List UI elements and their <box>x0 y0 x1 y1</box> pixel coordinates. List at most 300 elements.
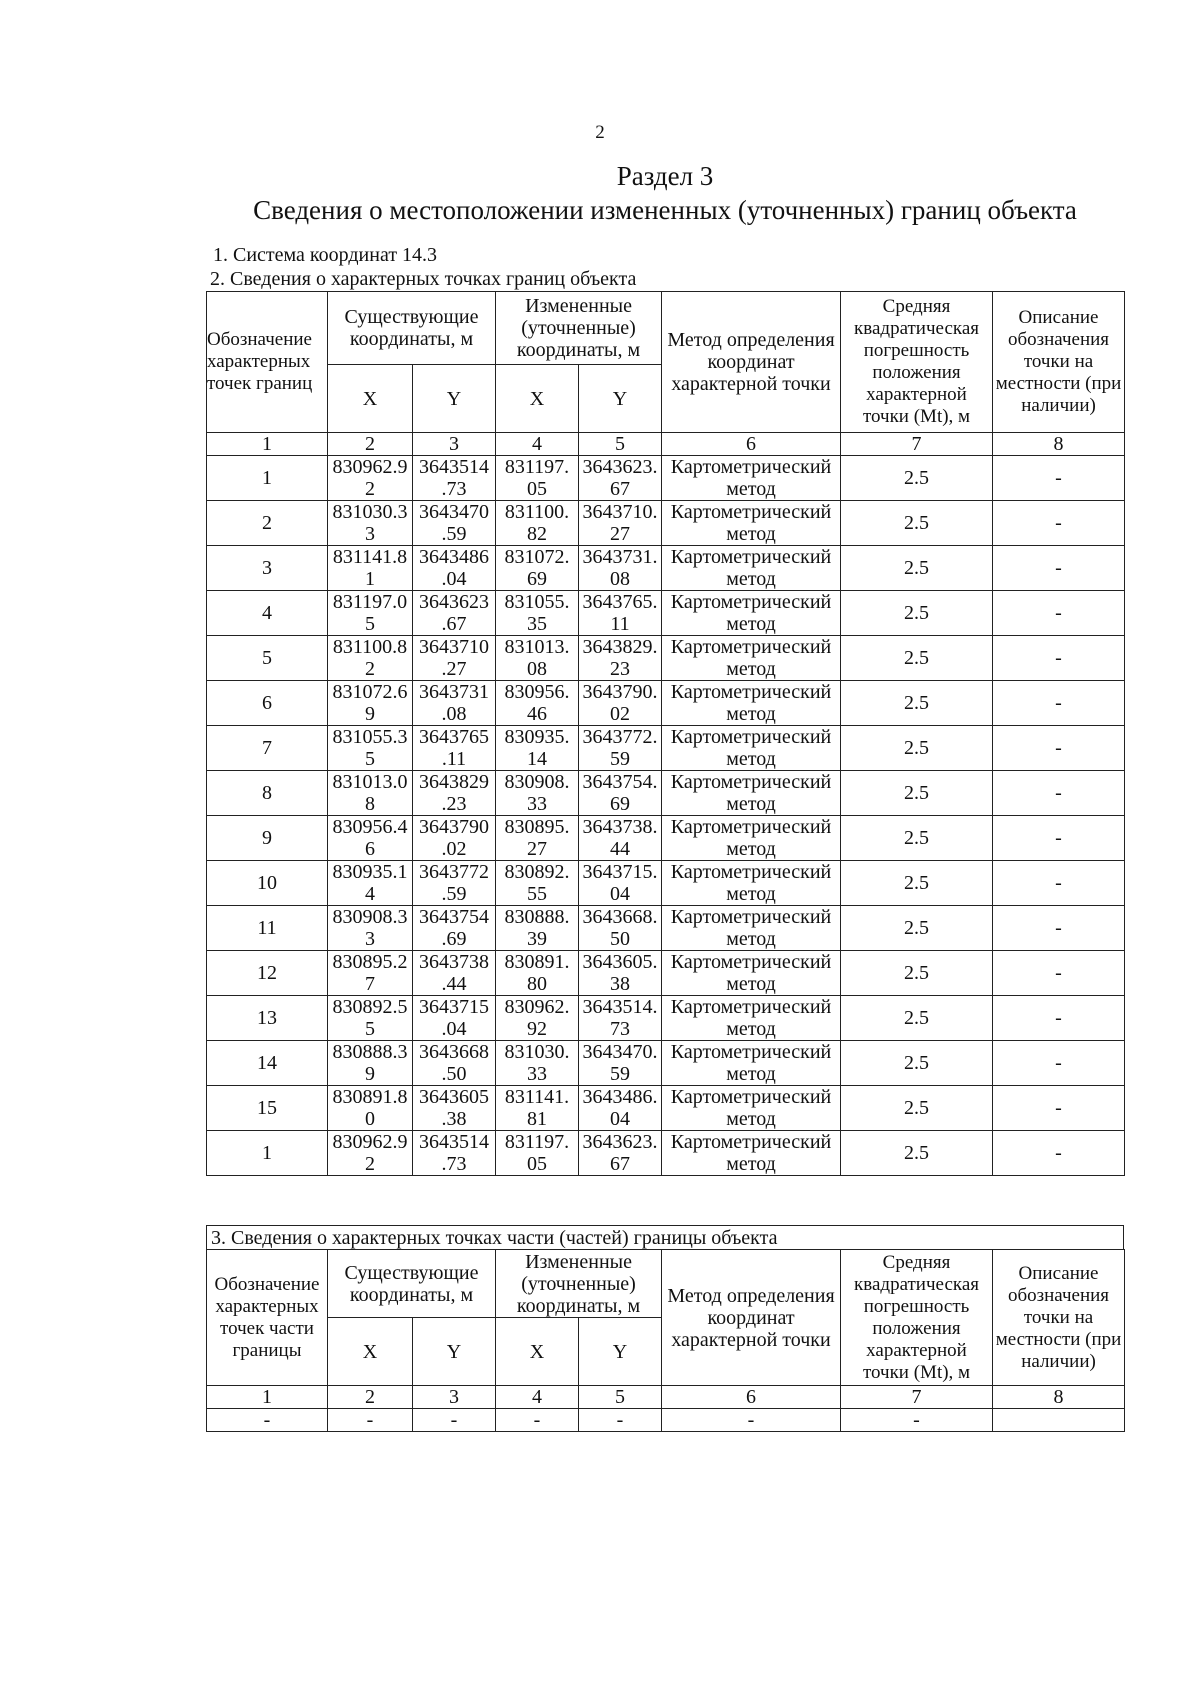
existing-x-line: 830895.2 <box>332 951 408 973</box>
changed-y <box>579 1086 662 1131</box>
method <box>662 591 841 636</box>
method-line: метод <box>726 478 776 500</box>
existing-y-line: .04 <box>441 1018 467 1040</box>
method-line: Картометрический <box>670 861 832 883</box>
point-number: 8 <box>207 771 328 816</box>
point-number: 11 <box>207 906 328 951</box>
method-line: Картометрический <box>670 1131 832 1153</box>
column-number: 7 <box>841 1386 993 1409</box>
header-description: Описание обозначения точки на местности (при наличии) <box>993 1250 1125 1386</box>
existing-y-line: .50 <box>441 1063 467 1085</box>
method <box>662 861 841 906</box>
coordinate-system-label: 1. Система координат 14.3 <box>213 244 438 266</box>
existing-y-line: .02 <box>441 838 467 860</box>
changed-x-line: 08 <box>527 658 548 680</box>
changed-y-line: 3643715. <box>582 861 658 883</box>
existing-y <box>413 816 496 861</box>
changed-x <box>496 636 579 681</box>
table-row <box>207 726 1125 771</box>
existing-y-line: 3643514 <box>419 1131 489 1153</box>
changed-y-line: 3643772. <box>582 726 658 748</box>
table-row <box>207 681 1125 726</box>
point-number: 9 <box>207 816 328 861</box>
method-line: метод <box>726 748 776 770</box>
point-number: 5 <box>207 636 328 681</box>
method-line: Картометрический <box>670 726 832 748</box>
changed-y-line: 59 <box>610 1063 631 1085</box>
method-line: Картометрический <box>670 681 832 703</box>
boundary-points-table <box>206 291 1125 1176</box>
point-description: - <box>993 636 1125 681</box>
existing-x <box>328 906 413 951</box>
changed-y-line: 3643710. <box>582 501 658 523</box>
point-number: 15 <box>207 1086 328 1131</box>
existing-x-line: 1 <box>365 568 375 590</box>
method-line: Картометрический <box>670 1086 832 1108</box>
changed-x-line: 39 <box>527 928 548 950</box>
changed-x-line: 830895. <box>504 816 570 838</box>
changed-y-line: 02 <box>610 703 631 725</box>
section-subtitle: Сведения о местоположении измененных (уточненных) границ объекта <box>253 195 1077 225</box>
table-row <box>207 501 1125 546</box>
changed-x <box>496 1086 579 1131</box>
header-changed-coords: Измененные (уточненные) координаты, м <box>496 1250 662 1318</box>
changed-y <box>579 771 662 816</box>
point-number: 3 <box>207 546 328 591</box>
point-description: - <box>993 1041 1125 1086</box>
existing-x-line: 830892.5 <box>332 996 408 1018</box>
method-line: метод <box>726 838 776 860</box>
changed-y <box>579 546 662 591</box>
empty-cell: - <box>579 1409 662 1432</box>
changed-y-line: 3643605. <box>582 951 658 973</box>
point-number: 13 <box>207 996 328 1041</box>
changed-y <box>579 816 662 861</box>
existing-y <box>413 1041 496 1086</box>
method-line: Картометрический <box>670 501 832 523</box>
empty-cell: - <box>662 1409 841 1432</box>
empty-cell: - <box>841 1409 993 1432</box>
existing-y-line: 3643754 <box>419 906 489 928</box>
method-line: Картометрический <box>670 906 832 928</box>
changed-x <box>496 546 579 591</box>
point-number: 14 <box>207 1041 328 1086</box>
method-line: метод <box>726 1063 776 1085</box>
existing-x-line: 9 <box>365 1063 375 1085</box>
changed-x-line: 830962. <box>504 996 570 1018</box>
table-row <box>207 1041 1125 1086</box>
point-number: 2 <box>207 501 328 546</box>
existing-x-line: 831013.0 <box>332 771 408 793</box>
column-number: 2 <box>328 1386 413 1409</box>
mean-error: 2.5 <box>841 951 993 996</box>
existing-x-line: 831100.8 <box>332 636 408 658</box>
header-existing-y: Y <box>413 1318 496 1386</box>
method <box>662 546 841 591</box>
point-description: - <box>993 996 1125 1041</box>
point-description: - <box>993 951 1125 996</box>
existing-x-line: 830888.3 <box>332 1041 408 1063</box>
changed-x <box>496 456 579 501</box>
existing-y <box>413 861 496 906</box>
changed-x-line: 830891. <box>504 951 570 973</box>
existing-x-line: 830908.3 <box>332 906 408 928</box>
existing-x <box>328 636 413 681</box>
mean-error: 2.5 <box>841 1131 993 1176</box>
existing-y-line: 3643790 <box>419 816 489 838</box>
mean-error: 2.5 <box>841 456 993 501</box>
changed-x <box>496 591 579 636</box>
changed-x-line: 81 <box>527 1108 548 1130</box>
changed-y <box>579 996 662 1041</box>
changed-y-line: 23 <box>610 658 631 680</box>
changed-y-line: 73 <box>610 1018 631 1040</box>
changed-x-line: 14 <box>527 748 548 770</box>
existing-y <box>413 1086 496 1131</box>
changed-y-line: 11 <box>610 613 630 635</box>
existing-x-line: 830956.4 <box>332 816 408 838</box>
method-line: Картометрический <box>670 1041 832 1063</box>
method <box>662 816 841 861</box>
changed-y-line: 3643623. <box>582 1131 658 1153</box>
existing-x-line: 831030.3 <box>332 501 408 523</box>
changed-x-line: 46 <box>527 703 548 725</box>
existing-y-line: 3643731 <box>419 681 489 703</box>
existing-y <box>413 726 496 771</box>
point-number: 4 <box>207 591 328 636</box>
changed-x <box>496 1131 579 1176</box>
changed-x-line: 27 <box>527 838 548 860</box>
method <box>662 996 841 1041</box>
header-changed-x: X <box>496 1318 579 1386</box>
existing-x <box>328 771 413 816</box>
table-row <box>207 906 1125 951</box>
method-line: метод <box>726 1018 776 1040</box>
method <box>662 501 841 546</box>
existing-y-line: 3643829 <box>419 771 489 793</box>
changed-x-line: 830935. <box>504 726 570 748</box>
method-line: метод <box>726 973 776 995</box>
changed-x-line: 69 <box>527 568 548 590</box>
header-designation: Обозначение характерных точек границ <box>207 292 328 433</box>
changed-x-line: 831030. <box>504 1041 570 1063</box>
point-description: - <box>993 591 1125 636</box>
method <box>662 1041 841 1086</box>
column-number: 5 <box>579 1386 662 1409</box>
changed-y <box>579 1041 662 1086</box>
changed-y-line: 3643731. <box>582 546 658 568</box>
existing-y-line: .73 <box>441 478 467 500</box>
column-number: 6 <box>662 1386 841 1409</box>
existing-x <box>328 546 413 591</box>
existing-x-line: 830891.8 <box>332 1086 408 1108</box>
changed-x-line: 831197. <box>504 1131 570 1153</box>
mean-error: 2.5 <box>841 861 993 906</box>
column-number: 5 <box>579 433 662 456</box>
method <box>662 456 841 501</box>
changed-y <box>579 861 662 906</box>
existing-y <box>413 591 496 636</box>
method-line: Картометрический <box>670 591 832 613</box>
existing-y <box>413 906 496 951</box>
part-points-table <box>206 1249 1125 1432</box>
existing-y <box>413 996 496 1041</box>
changed-x <box>496 861 579 906</box>
point-description: - <box>993 726 1125 771</box>
header-changed-y: Y <box>579 365 662 433</box>
changed-x-line: 831141. <box>504 1086 570 1108</box>
mean-error: 2.5 <box>841 771 993 816</box>
existing-y <box>413 771 496 816</box>
page-number: 2 <box>595 122 605 143</box>
existing-y <box>413 951 496 996</box>
existing-x-line: 8 <box>365 793 375 815</box>
existing-y-line: .23 <box>441 793 467 815</box>
point-number: 7 <box>207 726 328 771</box>
existing-x <box>328 1086 413 1131</box>
changed-x-line: 55 <box>527 883 548 905</box>
existing-x-line: 2 <box>365 658 375 680</box>
changed-y <box>579 681 662 726</box>
method-line: метод <box>726 1108 776 1130</box>
empty-cell: - <box>496 1409 579 1432</box>
changed-y-line: 69 <box>610 793 631 815</box>
method-line: метод <box>726 1153 776 1175</box>
header-existing-coords: Существующие координаты, м <box>328 1250 496 1318</box>
header-existing-x: X <box>328 365 413 433</box>
point-number: 6 <box>207 681 328 726</box>
changed-y-line: 59 <box>610 748 631 770</box>
method-line: метод <box>726 658 776 680</box>
column-number: 8 <box>993 1386 1125 1409</box>
changed-x-line: 830892. <box>504 861 570 883</box>
mean-error: 2.5 <box>841 501 993 546</box>
changed-x <box>496 771 579 816</box>
existing-y <box>413 546 496 591</box>
existing-y-line: .44 <box>441 973 467 995</box>
table-row <box>207 771 1125 816</box>
changed-x <box>496 501 579 546</box>
column-number: 3 <box>413 1386 496 1409</box>
header-designation: Обозначение характерных точек части границы <box>207 1250 328 1386</box>
header-changed-x: X <box>496 365 579 433</box>
point-description: - <box>993 456 1125 501</box>
method-line: Картометрический <box>670 636 832 658</box>
table-row <box>207 816 1125 861</box>
point-description: - <box>993 681 1125 726</box>
method <box>662 1131 841 1176</box>
existing-y-line: .08 <box>441 703 467 725</box>
existing-x-line: 830935.1 <box>332 861 408 883</box>
changed-x-line: 831072. <box>504 546 570 568</box>
mean-error: 2.5 <box>841 546 993 591</box>
point-description: - <box>993 1086 1125 1131</box>
existing-y <box>413 456 496 501</box>
existing-y-line: .59 <box>441 523 467 545</box>
point-number: 1 <box>207 456 328 501</box>
header-existing-y: Y <box>413 365 496 433</box>
table-row <box>207 1086 1125 1131</box>
existing-x <box>328 726 413 771</box>
method-line: метод <box>726 523 776 545</box>
table-row <box>207 546 1125 591</box>
changed-x-line: 831100. <box>504 501 570 523</box>
existing-x-line: 831197.0 <box>332 591 408 613</box>
column-number: 7 <box>841 433 993 456</box>
point-description: - <box>993 816 1125 861</box>
changed-x-line: 92 <box>527 1018 548 1040</box>
method-line: метод <box>726 613 776 635</box>
changed-y-line: 27 <box>610 523 631 545</box>
method <box>662 906 841 951</box>
changed-y-line: 67 <box>610 1153 631 1175</box>
existing-x-line: 5 <box>365 748 375 770</box>
point-number: 1 <box>207 1131 328 1176</box>
table-row <box>207 591 1125 636</box>
mean-error: 2.5 <box>841 636 993 681</box>
column-number: 4 <box>496 433 579 456</box>
mean-error: 2.5 <box>841 906 993 951</box>
existing-x-line: 831055.3 <box>332 726 408 748</box>
empty-cell: - <box>328 1409 413 1432</box>
point-number: 10 <box>207 861 328 906</box>
existing-y-line: .59 <box>441 883 467 905</box>
changed-y <box>579 906 662 951</box>
existing-x <box>328 456 413 501</box>
changed-x <box>496 1041 579 1086</box>
method-line: Картометрический <box>670 546 832 568</box>
changed-y-line: 04 <box>610 883 631 905</box>
header-error: Средняя квадратическая погрешность положения характерной точки (Mt), м <box>841 1250 993 1386</box>
existing-y-line: .73 <box>441 1153 467 1175</box>
changed-y-line: 3643754. <box>582 771 658 793</box>
column-number: 1 <box>207 1386 328 1409</box>
empty-cell: - <box>413 1409 496 1432</box>
mean-error: 2.5 <box>841 996 993 1041</box>
changed-y-line: 3643623. <box>582 456 658 478</box>
changed-x-line: 831055. <box>504 591 570 613</box>
table-row <box>207 861 1125 906</box>
point-description: - <box>993 546 1125 591</box>
method-line: Картометрический <box>670 996 832 1018</box>
point-description: - <box>993 861 1125 906</box>
changed-y <box>579 456 662 501</box>
header-changed-coords: Измененные (уточненные) координаты, м <box>496 292 662 365</box>
changed-y-line: 3643790. <box>582 681 658 703</box>
table-row <box>207 636 1125 681</box>
changed-y-line: 08 <box>610 568 631 590</box>
changed-y-line: 3643486. <box>582 1086 658 1108</box>
method-line: Картометрический <box>670 951 832 973</box>
mean-error: 2.5 <box>841 816 993 861</box>
changed-x-line: 33 <box>527 793 548 815</box>
changed-x <box>496 726 579 771</box>
existing-x <box>328 591 413 636</box>
existing-x <box>328 501 413 546</box>
existing-x <box>328 951 413 996</box>
changed-x-line: 830888. <box>504 906 570 928</box>
method <box>662 951 841 996</box>
table-row <box>207 1131 1125 1176</box>
changed-x <box>496 906 579 951</box>
column-number: 1 <box>207 433 328 456</box>
existing-y-line: 3643514 <box>419 456 489 478</box>
existing-y-line: .69 <box>441 928 467 950</box>
existing-y-line: 3643486 <box>419 546 489 568</box>
points-caption: 2. Сведения о характерных точках границ объекта <box>210 268 637 290</box>
existing-x-line: 3 <box>365 928 375 950</box>
mean-error: 2.5 <box>841 681 993 726</box>
existing-y-line: 3643605 <box>419 1086 489 1108</box>
changed-x <box>496 816 579 861</box>
existing-x-line: 7 <box>365 973 375 995</box>
changed-x-line: 05 <box>527 1153 548 1175</box>
header-method: Метод определения координат характерной точки <box>662 1250 841 1386</box>
mean-error: 2.5 <box>841 591 993 636</box>
header-error: Средняя квадратическая погрешность положения характерной точки (Mt), м <box>841 292 993 433</box>
point-number: 12 <box>207 951 328 996</box>
changed-y-line: 50 <box>610 928 631 950</box>
changed-x <box>496 951 579 996</box>
changed-x-line: 35 <box>527 613 548 635</box>
existing-x <box>328 681 413 726</box>
changed-y-line: 04 <box>610 1108 631 1130</box>
changed-y <box>579 501 662 546</box>
existing-y-line: 3643668 <box>419 1041 489 1063</box>
existing-x <box>328 996 413 1041</box>
existing-x-line: 830962.9 <box>332 1131 408 1153</box>
existing-x <box>328 861 413 906</box>
method-line: метод <box>726 568 776 590</box>
existing-y <box>413 501 496 546</box>
point-description: - <box>993 906 1125 951</box>
existing-y-line: 3643738 <box>419 951 489 973</box>
method <box>662 726 841 771</box>
changed-x-line: 831013. <box>504 636 570 658</box>
empty-cell <box>993 1409 1125 1432</box>
method-line: метод <box>726 793 776 815</box>
point-description: - <box>993 1131 1125 1176</box>
existing-x-line: 5 <box>365 613 375 635</box>
changed-y-line: 3643514. <box>582 996 658 1018</box>
method-line: метод <box>726 928 776 950</box>
existing-x-line: 830962.9 <box>332 456 408 478</box>
existing-x-line: 2 <box>365 478 375 500</box>
existing-x-line: 0 <box>365 1108 375 1130</box>
changed-x <box>496 681 579 726</box>
existing-y-line: 3643710 <box>419 636 489 658</box>
changed-x-line: 33 <box>527 1063 548 1085</box>
method-line: Картометрический <box>670 456 832 478</box>
method <box>662 771 841 816</box>
existing-y-line: .11 <box>441 748 467 770</box>
table-row <box>207 951 1125 996</box>
changed-x-line: 830956. <box>504 681 570 703</box>
changed-x <box>496 996 579 1041</box>
existing-y-line: 3643715 <box>419 996 489 1018</box>
existing-y-line: .38 <box>441 1108 467 1130</box>
existing-y-line: 3643623 <box>419 591 489 613</box>
existing-y-line: .67 <box>441 613 467 635</box>
table-row <box>207 456 1125 501</box>
existing-x-line: 6 <box>365 838 375 860</box>
mean-error: 2.5 <box>841 726 993 771</box>
header-changed-y: Y <box>579 1318 662 1386</box>
changed-x-line: 831197. <box>504 456 570 478</box>
existing-y-line: .27 <box>441 658 467 680</box>
changed-y-line: 3643765. <box>582 591 658 613</box>
changed-x-line: 830908. <box>504 771 570 793</box>
